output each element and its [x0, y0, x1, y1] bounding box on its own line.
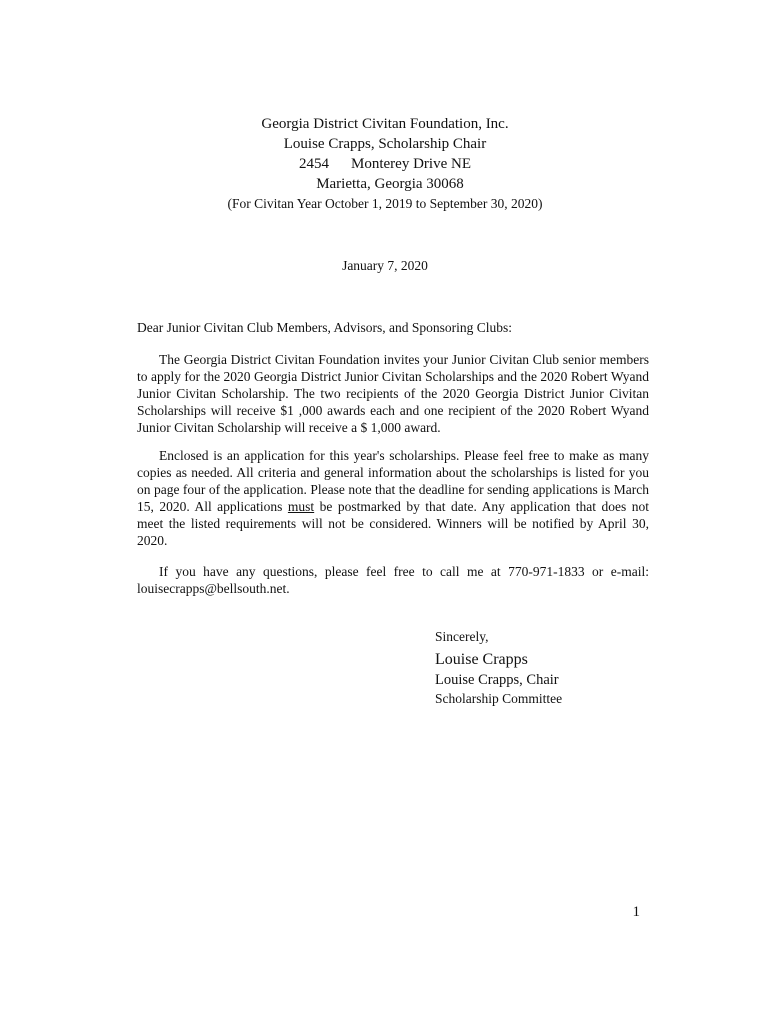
letterhead — [0, 114, 770, 214]
paragraph-application-info — [137, 447, 649, 549]
street-number: 2454 — [299, 156, 330, 172]
paragraph-contact: If you have any questions, please feel free to call me at 770-971-1833 or e-mail: louisecrapps@bellsouth.net. — [137, 564, 649, 596]
paragraph-text: Enclosed is an application for this year's scholarships. Please feel free to make as many copies as needed. All criteria and general information about the scholarships is listed for you on page four of the application. Please note that the deadline for sending applications is March 15, 2020. All applications — [137, 448, 649, 514]
org-name: Georgia District Civitan Foundation, Inc. — [261, 116, 509, 132]
letter-date: January 7, 2020 — [342, 258, 428, 273]
emphasis-must: must — [287, 499, 315, 514]
city-line: Marietta, Georgia 30068 — [316, 176, 464, 192]
signature-block — [435, 628, 695, 708]
signer-title: Louise Crapps, Chair — [435, 672, 559, 688]
closing: Sincerely, — [435, 629, 489, 644]
signer-name: Louise Crapps — [435, 651, 528, 668]
civitan-year-line: (For Civitan Year October 1, 2019 to September 30, 2020) — [227, 196, 543, 211]
salutation: Dear Junior Civitan Club Members, Advisors, and Sponsoring Clubs: — [137, 320, 512, 335]
paragraph-invitation: The Georgia District Civitan Foundation invites your Junior Civitan Club senior members to apply for the 2020 Georgia District Junior Civitan Scholarships and the 2020 Robert Wyand Junior Civitan Scholarship. The two recipients of the 2020 Georgia District Junior Civitan Scholarships will receive $1 ,000 awards each and one recipient of the 2020 Robert Wyand Junior Civitan Scholarship will receive a $ 1,000 award. — [137, 352, 649, 435]
page-number: 1 — [632, 904, 640, 920]
street-name: Monterey Drive NE — [351, 156, 471, 172]
street-address — [0, 154, 770, 174]
paragraph-text: be postmarked by that date. Any application that does not meet the listed requirements will not be considered. Winners will be notified by April 30, 2020. — [137, 499, 649, 548]
chair-line: Louise Crapps, Scholarship Chair — [283, 136, 487, 152]
signer-committee: Scholarship Committee — [435, 691, 563, 706]
